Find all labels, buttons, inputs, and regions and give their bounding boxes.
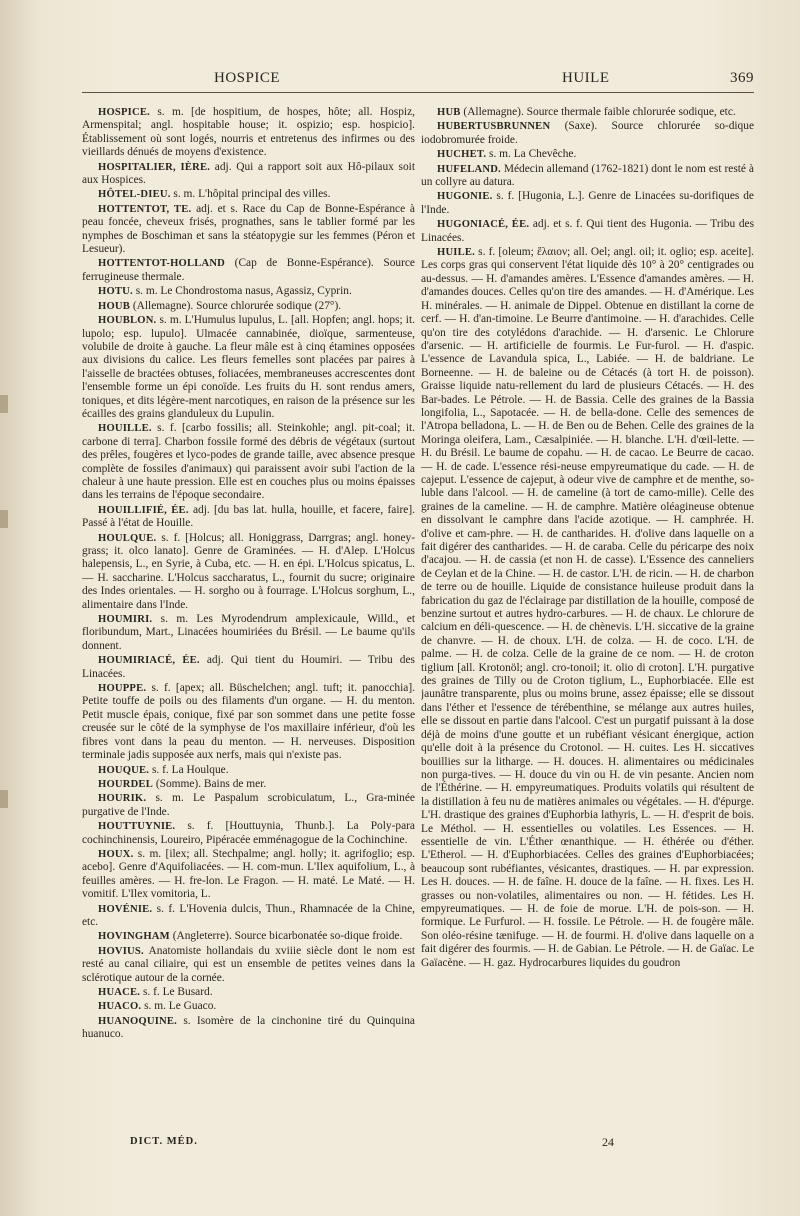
right-column <box>421 106 754 1156</box>
page-number: 369 <box>730 70 754 86</box>
entry-definition: s. m. [ilex; all. Stechpalme; angl. holly; it. agrifoglio; esp. acebo]. Genre d'Aquifoliacées. — H. com-mun. L'Ilex aquifolium, L., à feuilles amères. — H. fre-lon. Le Fragon. — H. maté. Le Maté. — H. vomitif. L'Ilex vomitoria, L. <box>82 847 415 901</box>
dictionary-entry <box>421 106 754 119</box>
edge-mark <box>0 790 8 808</box>
entry-definition: adj. et s. f. Qui tient des Hugonia. — Tribu des Linacées. <box>421 218 754 244</box>
entry-definition: adj. Qui tient du Houmiri. — Tribu des Linacées. <box>82 654 415 680</box>
header-right-word: HUILE <box>562 70 610 86</box>
entry-headword: HUACE. <box>98 987 141 998</box>
dictionary-entry <box>82 682 415 762</box>
dictionary-entry <box>82 314 415 421</box>
entry-definition: s. f. [Holcus; all. Honiggrass, Darrgras; angl. honey-grass; it. olco lanato]. Genre de Graminées. — H. d'Alep. L'Holcus halepensis, L., en Syrie, à Cuba, etc. — H. en épi. L'Holcus spicatus, L. — H. saccharine. L'Holcus saccharatus, L., fournit du sucre; originaire des Indes orientales. — H. sorgho ou à fourrage. L'Holcus sorghum, L., alimentaire dans l'Inde. <box>82 531 415 611</box>
entry-headword: HOVIUS. <box>98 945 144 957</box>
entry-headword: HOURIK. <box>98 793 147 805</box>
entry-definition: s. f. La Houlque. <box>149 763 229 776</box>
dictionary-entry <box>421 246 754 970</box>
entry-headword: HOUQUE. <box>98 764 150 776</box>
dictionary-entry <box>421 120 754 147</box>
dictionary-entry <box>82 1015 415 1042</box>
dictionary-entry <box>82 106 415 160</box>
entry-headword: HUGONIACÉ, ÉE. <box>437 219 530 231</box>
entry-definition: adj. [du bas lat. hulla, houille, et facere, faire]. Passé à l'état de Houille. <box>82 503 415 530</box>
entry-definition: s. m. Le Chondrostoma nasus, Agassiz, Cyprin. <box>132 285 352 298</box>
entry-definition: s. f. [apex; all. Büschelchen; angl. tuft; it. panocchia]. Petite touffe de poils ou des filaments d'un organe. — H. du menton. Petit muscle épais, conique, fixé par son sommet dans une petite fosse creusée sur le côté de la symphyse de l'os maxillaire inférieur, d'où les fibres vont dans la peau du menton. — H. nerveuses. Disposition terminale jadis supposée aux nerfs, mais qui n'existe pas. <box>82 682 415 762</box>
dictionary-entry <box>82 203 415 257</box>
entry-headword: HUANOQUINE. <box>98 1015 178 1027</box>
dictionary-entry <box>82 422 415 502</box>
entry-definition: s. Isomère de la cinchonine tiré du Quinquina huanuco. <box>82 1014 415 1041</box>
running-header <box>82 70 754 96</box>
entry-definition: s. m. La Chevêche. <box>486 148 577 161</box>
entry-headword: HOUBLON. <box>98 315 157 327</box>
entry-definition: (Angleterre). Source bicarbonatée so-dique froide. <box>169 930 403 943</box>
header-left-word: HOSPICE <box>214 70 281 86</box>
dictionary-entry <box>421 148 754 161</box>
entry-headword: HUACO. <box>98 1001 142 1013</box>
dictionary-entry <box>82 504 415 531</box>
entry-definition: (Somme). Bains de mer. <box>152 777 267 790</box>
entry-headword: HOTU. <box>98 286 133 298</box>
entry-headword: HOULQUE. <box>98 532 157 544</box>
dictionary-entry <box>82 903 415 930</box>
entry-definition: Anatomiste hollandais du xviiie siècle dont le nom est resté au canal ciliaire, qui est un ensemble de petites veines dans la sclérotique autour de la cornée. <box>82 944 415 984</box>
left-column <box>82 106 415 1156</box>
dictionary-entry <box>421 190 754 217</box>
dictionary-entry <box>82 654 415 681</box>
entry-definition: s. f. [Houttuynia, Thunb.]. La Poly-para cochinchinensis, Loureiro, Pipéracée emménagogue de la Cochinchine. <box>82 820 415 846</box>
dictionary-entry <box>421 163 754 190</box>
entry-definition: s. f. [oleum; ἔλαιον; all. Oel; angl. oil; it. oglio; esp. aceite]. Les corps gras qui conservent l'état liquide dès 10° à 20° centigrades ou au-dessus. — H. d'amandes amères. L'Essence d'amandes amères. — H. d'amandes douces. Celles qu'on tire des amandes. — H. d'Amérique. Les H. minérales. — H. animale de Dippel. Obtenue en distillant la corne de cerf. — H. d'an-timoine. Le Beurre d'antimoine. — H. d'arachides. Celle qu'on tire des cotylédons d'arachide. — H. d'arsenic. Le Chlorure d'arsenic. — H. artificielle de fourmis. Le Fur-furol. — H. d'aspic. L'essence de Lavandula spica, L., Labiée. — H. de baldriane. Le Borneenne. — H. de baleine ou de Cétacés (à tort H. de poisson). Graisse liquide natu-rellement du lard de plusieurs Cétacés. — H. des Bar-bades. Le Pétrole. — H. de Bassia. Celle des graines de la Bassia longifolia, L., Sapotacée. — H. de bella-done. Celle des semences de l'Atropa belladona, L. — H. de Ben ou de Behen. Celle des graines de la Moringa oleifera, Lam., Cæsalpiniée. — H. blanche. L'H. d'œil-lette. — H. du Brésil. Le baume de copahu. — H. de cacao. Le Beurre de cacao. — H. de cade. L'essence rési-neuse empyreumatique du cade. — H. de cajeput. L'essence de cajeput, à odeur vive de camphre et de menthe, so-luble dans l'alcool. — H. de cameline (à tort de camo-mille). Celle des graines de la cameline. — H. de camphre. Matière oléagineuse obtenue en dissolvant le camphre dans l'acide azotique. — H. camphrée. H. d'olive et cam-phre. — H. de cantharides. H. d'olive dans laquelle on a fait digérer des cantharides. — H. de caraba. Celle du péricarpe des noix d'acajou. — H. de cassia (et non H. de casse). L'Essence des canneliers de Ceylan et de la Chine. — H. de castor. L'H. de ricin. — H. de charbon de terre ou de houille. Liquide de consistance huileuse produit dans la fabrication du gaz de l'éclairage par distillation de la houille, composé de benzine surtout et autres hydro-carbures. — H. de chaux. Le chlorure de calcium en déli-quescence. — H. de chènevis. L'H. siccative de la graine de chanvre. — H. de choux. L'H. de colza. — H. de coco. L'H. de palme. — H. de colza. Celle de la graine de ce nom. — H. de croton tiglium [all. Krotonöl; angl. cro-tonoil; it. olio di croton]. L'H. purgative des graines de Tilly ou de Croton tiglium, L., Euphorbiacée. Elle est jaunâtre transparente, plus ou moins brune, assez épaisse; elle se dissout dans l'éther et l'essence de térébenthine, se mélange aux autres huiles, elle se dissout en partie dans l'alcool. C'est un purgatif puissant à la dose déjà de moins d'une goutte et un rubéfiant vésicant énergique, action qu'elle doit à la présence du Crotonol. — H. cuites. Les H. siccatives bouillies sur la litharge. — H. douces. H. alimentaires ou médicinales non purga-tives. — H. douce du vin ou H. de vin pesante. Ancien nom de l'Éthérine. — H. empyreumatiques. Produits volatils qui résultent de la distillation à feu nu de matières animales ou végétales. — H. d'épurge. L'H. drastique des graines d'Euphorbia lathyris, L. — H. d'esprit de bois. Le Méthol. — H. essentielles ou volatiles. Les Essences. — H. essentielle de vin. L'Éther œnanthique. — H. éthérée ou d'éther. L'Etherol. — H. d'Euphorbiacées. Celles des graines d'Euphorbiacées; beaucoup sont rubéfiantes, vésicantes, drastiques. — H. par expression. Les H. douces. — H. de faîne. H. douce de la faîne. — H. fixes. Les H. grasses ou non-volatiles, alimentaires ou non. — H. fétides. Les H. empyreumatiques. — H. de foie de morue. L'H. de pois-son. — H. formique. Le Furfurol. — H. fossile. Le Pétrole. — H. de fougère mâle. Son oléo-résine tænifuge. — H. de fourmi. H. d'olive dans laquelle on a fait digérer des fourmis. — H. de Gabian. Le Pétrole. — H. de Gaïac. Le Gaïacène. — H. gaz. Hydrocarbures liquides du goudron <box>421 246 754 969</box>
entry-definition: (Allemagne). Source chlorurée sodique (27°). <box>130 299 342 312</box>
edge-mark <box>0 395 8 413</box>
dictionary-entry <box>82 820 415 847</box>
entry-headword: HOUX. <box>98 848 134 860</box>
entry-headword: HOSPICE. <box>98 107 150 118</box>
dictionary-entry <box>82 257 415 284</box>
entry-headword: HOUMIRI. <box>98 614 153 626</box>
dictionary-entry <box>82 930 415 943</box>
entry-headword: HOUMIRIACÉ, ÉE. <box>98 655 200 667</box>
entry-headword: HOVÉNIE. <box>98 903 153 915</box>
dictionary-entry <box>82 1000 415 1013</box>
dictionary-entry <box>82 764 415 777</box>
dictionary-entry <box>82 848 415 902</box>
entry-definition: (Saxe). Source chlorurée so-dique iodobromurée froide. <box>421 120 754 146</box>
entry-headword: HOUTTUYNIE. <box>98 821 176 833</box>
dictionary-entry <box>82 532 415 612</box>
entry-definition: adj. Qui a rapport soit aux Hô-pilaux soit aux Hospices. <box>82 160 415 187</box>
footer-signature-mark: DICT. MÉD. <box>130 1136 198 1147</box>
entry-headword: HUFELAND. <box>437 163 501 175</box>
entry-headword: HOURDEL <box>98 778 153 790</box>
entry-definition: s. f. L'Hovenia dulcis, Thun., Rhamnacée de la Chine, etc. <box>82 902 415 928</box>
entry-definition: s. m. [de hospitium, de hospes, hôte; all. Hospiz, Armenspital; angl. hospitable house; it. ospizio; esp. hospicio]. Établissement où sont logés, nourris et entretenus des infirmes ou des vieillards dénués de moyens d'existence. <box>82 106 415 159</box>
dictionary-entry <box>82 285 415 298</box>
entry-definition: (Cap de Bonne-Espérance). Source ferrugineuse thermale. <box>82 257 415 283</box>
dictionary-entry <box>82 945 415 985</box>
entry-definition: s. f. Le Busard. <box>140 986 213 998</box>
dictionary-entry <box>82 986 415 999</box>
entry-headword: HUCHET. <box>437 149 487 161</box>
dictionary-entry <box>82 188 415 201</box>
entry-headword: HOUILLIFIÉ, ÉE. <box>98 504 189 516</box>
entry-headword: HOUILLE. <box>98 423 152 435</box>
entry-headword: HUB <box>437 107 461 118</box>
entry-headword: HOUB <box>98 300 130 312</box>
edge-mark <box>0 510 8 528</box>
entry-definition: s. f. [carbo fossilis; all. Steinkohle; angl. pit-coal; it. carbone di terra]. Charbon fossile formé des débris de végétaux (surtout des prêles, fougères et lyco-podes de grande taille, avec absence presque complète de fossiles d'animaux) qui paraissent avoir subi l'action de la chaleur à une haute pression. Elle est en couches plus ou moins épaisses dans les terrains de l'époque secondaire. <box>82 422 415 502</box>
entry-headword: HUGONIE. <box>437 191 493 203</box>
entry-headword: HOVINGHAM <box>98 931 170 943</box>
entry-definition: s. f. [Hugonia, L.]. Genre de Linacées su-dorifiques de l'Inde. <box>421 190 754 216</box>
entry-definition: Médecin allemand (1762-1821) dont le nom est resté à un collyre au datura. <box>421 162 754 189</box>
entry-definition: s. m. L'hôpital principal des villes. <box>170 188 331 201</box>
dictionary-entry <box>82 792 415 819</box>
entry-definition: adj. et s. Race du Cap de Bonne-Espérance à peau foncée, cheveux frisés, prognathes, sans le tablier formé par les nymphes de Boschiman et sans la stéatopygie sur les femmes (Péron et Lesueur). <box>82 202 415 256</box>
entry-headword: HUBERTUSBRUNNEN <box>437 121 551 133</box>
dictionary-entry <box>421 218 754 245</box>
entry-definition: s. m. L'Humulus lupulus, L. [all. Hopfen; angl. hops; it. lupolo; esp. lupulo]. Ulmacée cannabinée, dioïque, sarmenteuse, volubile de droite à gauche. La fleur mâle est à cinq étamines opposées aux divisions du calice. Les fleurs femelles sont placées par paires à l'aisselle de bractées obtuses, foliacées, membraneuses accrescentes dont l'ensemble forme un épi conoïde. Les fruits du H. sont rendus amers, toniques, et dits légère-ment narcotiques, en raison de la présence sur les écailles des grains glanduleux du Lupulin. <box>82 314 415 420</box>
signature-number: 24 <box>602 1135 614 1149</box>
entry-definition: s. m. Le Guaco. <box>141 1000 217 1013</box>
entry-headword: HOTTENTOT-HOLLAND <box>98 258 226 270</box>
dictionary-entry <box>82 161 415 188</box>
header-rule <box>82 92 754 93</box>
entry-headword: HUILE. <box>437 247 475 259</box>
entry-definition: s. m. Les Myrodendrum amplexicaule, Willd., et floribundum, Mart., Linacées houmiriées du Brésil. — Le baume qu'ils donnent. <box>82 613 415 652</box>
entry-headword: HOUPPE. <box>98 683 147 695</box>
dictionary-entry <box>82 300 415 313</box>
entry-headword: HOTTENTOT, TE. <box>98 203 192 215</box>
entry-headword: HOSPITALIER, IÈRE. <box>98 161 211 173</box>
dictionary-entry <box>82 613 415 653</box>
entry-definition: s. m. Le Paspalum scrobiculatum, L., Gra-minée purgative de l'Inde. <box>82 792 415 818</box>
dictionary-entry <box>82 778 415 791</box>
entry-headword: HÔTEL-DIEU. <box>98 189 171 201</box>
entry-definition: (Allemagne). Source thermale faible chlorurée sodique, etc. <box>460 106 736 118</box>
